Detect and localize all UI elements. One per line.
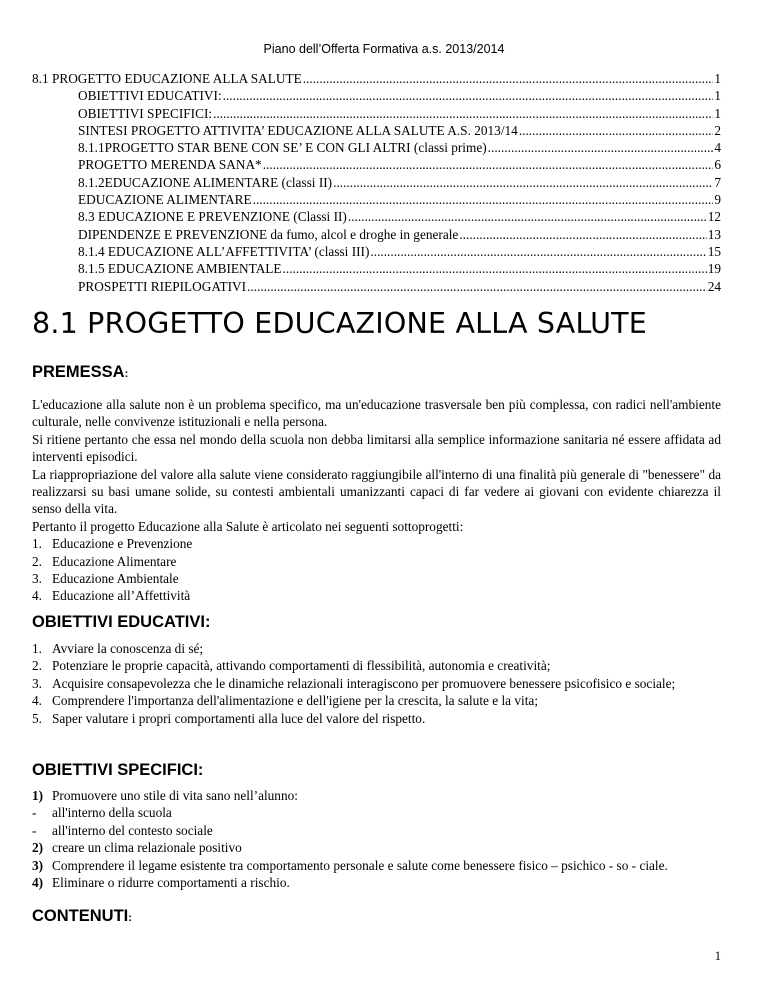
list-item-text: Promuovere uno stile di vita sano nell’alunno: (52, 788, 298, 803)
toc-entry-title: 8.1 PROGETTO EDUCAZIONE ALLA SALUTE (32, 71, 302, 86)
table-of-contents (32, 70, 721, 295)
toc-entry-page: 6 (714, 157, 721, 173)
premessa-heading-colon: : (124, 368, 129, 380)
list-item-marker: 3. (32, 675, 42, 691)
toc-entry[interactable] (32, 208, 721, 225)
toc-dot-leader (303, 70, 714, 87)
toc-dot-leader (253, 191, 714, 208)
list-item (32, 570, 721, 587)
toc-entry[interactable] (32, 105, 721, 122)
toc-entry-page: 1 (714, 105, 721, 121)
toc-entry-title: 8.1.5 EDUCAZIONE AMBIENTALE (78, 261, 282, 277)
list-item (32, 822, 721, 839)
list-item (32, 657, 721, 674)
obiettivi-educativi-heading: OBIETTIVI EDUCATIVI: (32, 613, 211, 631)
toc-entry-title: SINTESI PROGETTO ATTIVITA’ EDUCAZIONE ALLA SALUTE A.S. 2013/14 (78, 122, 518, 138)
toc-entry-title: OBIETTIVI SPECIFICI: (78, 105, 213, 121)
toc-entry-page: 1 (714, 88, 721, 104)
list-item-text: creare un clima relazionale positivo (52, 840, 242, 856)
toc-dot-leader (263, 156, 714, 173)
list-item (32, 804, 721, 821)
contenuti-heading-colon: : (128, 912, 132, 924)
list-item (32, 553, 721, 570)
toc-entry-title: 8.1.1PROGETTO STAR BENE CON SE’ E CON GLI ALTRI (classi prime) (78, 140, 487, 156)
list-item (32, 535, 721, 552)
obiettivi-educativi-list (32, 640, 721, 727)
list-item-text: Saper valutare i propri comportamenti alla luce del valore del rispetto. (52, 710, 426, 726)
toc-entry-title: EDUCAZIONE ALIMENTARE (78, 192, 252, 208)
contenuti-heading (32, 907, 132, 926)
toc-entry[interactable] (32, 122, 721, 139)
premessa-heading-text: PREMESSA (32, 363, 125, 381)
toc-dot-leader (348, 208, 707, 225)
toc-dot-leader (333, 174, 713, 191)
list-item-marker: - (32, 805, 37, 821)
obiettivi-specifici-heading: OBIETTIVI SPECIFICI: (32, 761, 204, 779)
obiettivi-specifici-list (32, 787, 721, 891)
list-item-text: Comprendere l'importanza dell'alimentazione e dell'igiene per la crescita, la salute e la vita; (52, 693, 539, 709)
premessa-heading (32, 363, 128, 382)
list-item-marker: 1. (32, 536, 42, 552)
toc-entry-page: 1 (714, 71, 721, 86)
toc-entry-page: 15 (707, 243, 721, 259)
toc-entry[interactable] (32, 174, 721, 191)
toc-entry-page: 19 (707, 261, 721, 277)
sottoprogetti-list (32, 535, 721, 605)
toc-dot-leader (459, 226, 706, 243)
toc-entry-page: 24 (707, 278, 721, 294)
contenuti-heading-text: CONTENUTI (32, 907, 129, 925)
toc-entry[interactable] (32, 139, 721, 156)
list-item-marker: 2. (32, 658, 42, 674)
toc-dot-leader (283, 260, 707, 277)
toc-entry-page: 7 (714, 174, 721, 190)
list-item (32, 787, 721, 804)
list-item-marker: - (32, 822, 37, 838)
toc-dot-leader (213, 105, 713, 122)
toc-dot-leader (370, 243, 706, 260)
list-item-marker: 4) (32, 875, 44, 891)
list-item-text: all'interno della scuola (52, 805, 172, 821)
toc-entry-title: PROSPETTI RIEPILOGATIVI (78, 278, 247, 294)
premessa-paragraph: Si ritiene pertanto che essa nel mondo della scuola non debba limitarsi alla semplice informazione sanitaria né essere affidata ad interventi episodici. (32, 431, 721, 465)
list-item-marker: 4. (32, 693, 42, 709)
list-item-marker: 3) (32, 857, 44, 873)
list-item (32, 587, 721, 604)
list-item-text: Educazione Ambientale (52, 571, 179, 587)
list-item (32, 710, 721, 727)
main-title: 8.1 PROGETTO EDUCAZIONE ALLA SALUTE (32, 307, 647, 340)
list-item (32, 857, 721, 874)
list-item (32, 874, 721, 891)
list-item-text: Educazione e Prevenzione (52, 536, 193, 552)
list-item-marker: 2) (32, 840, 44, 856)
premessa-paragraph: La riappropriazione del valore alla salute viene considerato raggiungibile all'interno di una finalità più generale di "benessere" da realizzarsi su basi umane solide, su contesti ambientali umanizzanti capaci di far vedere ai giovani con evidente chiarezza il senso della vita. (32, 466, 721, 517)
toc-entry[interactable] (32, 226, 721, 243)
list-item (32, 640, 721, 657)
toc-entry-title: 8.1.2EDUCAZIONE ALIMENTARE (classi II) (78, 174, 333, 190)
toc-dot-leader (223, 87, 714, 104)
toc-entry[interactable] (32, 156, 721, 173)
list-item-marker: 4. (32, 588, 42, 604)
toc-entry-page: 12 (707, 209, 721, 225)
list-item-marker: 5. (32, 710, 42, 726)
premessa-body (32, 396, 721, 605)
page-header: Piano dell’Offerta Formativa a.s. 2013/2014 (263, 42, 505, 56)
list-item-text: Avviare la conoscenza di sé; (52, 641, 204, 656)
toc-entry[interactable] (32, 191, 721, 208)
toc-entry[interactable] (32, 260, 721, 277)
toc-entry-page: 9 (714, 192, 721, 208)
list-item-text: Eliminare o ridurre comportamenti a rischio. (52, 875, 290, 891)
toc-entry[interactable] (32, 243, 721, 260)
list-item-marker: 2. (32, 553, 42, 569)
toc-entry-title: DIPENDENZE E PREVENZIONE da fumo, alcol e droghe in generale (78, 226, 459, 242)
premessa-paragraph: L'educazione alla salute non è un problema specifico, ma un'educazione trasversale ben più complessa, con radici nell'ambiente culturale, nelle convivenze istituzionali e nella persona. (32, 397, 721, 430)
toc-entry[interactable] (32, 278, 721, 295)
toc-entry-title: 8.3 EDUCAZIONE E PREVENZIONE (Classi II) (78, 209, 347, 225)
list-item (32, 675, 721, 692)
toc-dot-leader (247, 278, 707, 295)
toc-entry-title: 8.1.4 EDUCAZIONE ALL’AFFETTIVITA’ (classi III) (78, 243, 370, 259)
toc-entry[interactable] (32, 87, 721, 104)
list-item-marker: 3. (32, 571, 42, 587)
toc-entry-page: 4 (714, 140, 721, 156)
list-item-text: all'interno del contesto sociale (52, 822, 213, 838)
list-item (32, 692, 721, 709)
list-item-marker: 1) (32, 788, 44, 803)
list-item-text: Educazione all’Affettività (52, 588, 191, 604)
toc-dot-leader (488, 139, 714, 156)
toc-entry-page: 2 (714, 122, 721, 138)
list-item-text: Educazione Alimentare (52, 553, 177, 569)
list-item-marker: 1. (32, 641, 42, 656)
toc-entry[interactable] (32, 70, 721, 87)
list-item-text: Potenziare le proprie capacità, attivando comportamenti di flessibilità, autonomia e creatività; (52, 658, 551, 674)
premessa-paragraph: Pertanto il progetto Educazione alla Salute è articolato nei seguenti sottoprogetti: (32, 518, 464, 534)
list-item (32, 839, 721, 856)
page-number: 1 (714, 949, 721, 963)
toc-entry-title: PROGETTO MERENDA SANA* (78, 157, 262, 173)
toc-entry-page: 13 (707, 226, 721, 242)
toc-entry-title: OBIETTIVI EDUCATIVI: (78, 88, 222, 104)
list-item-text: Acquisire consapevolezza che le dinamiche relazionali interagiscono per promuovere benessere psicofisico e sociale; (52, 675, 676, 691)
list-item-text: Comprendere il legame esistente tra comportamento personale e salute come benessere fisico – psichico - so - ciale. (52, 857, 668, 873)
toc-dot-leader (519, 122, 714, 139)
